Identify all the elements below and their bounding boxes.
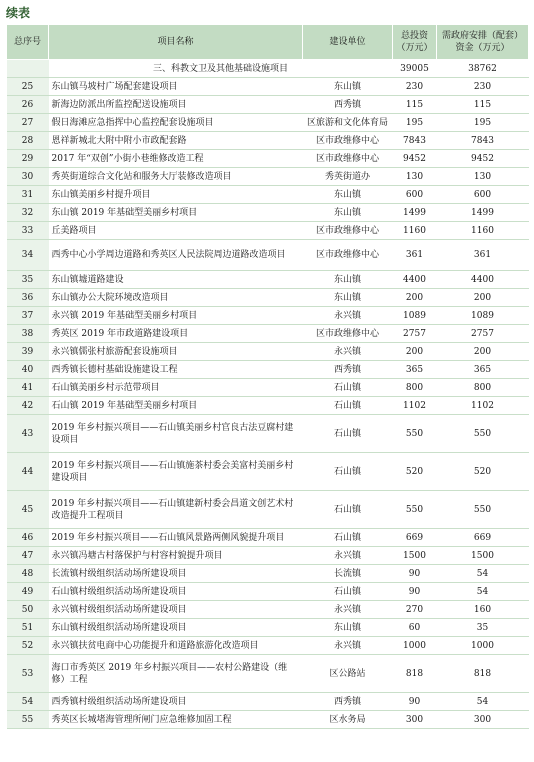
- row-name: 海口市秀英区 2019 年乡村振兴项目——农村公路建设（维修）工程: [49, 655, 303, 693]
- header-row: [7, 25, 529, 60]
- row-seq: 39: [7, 343, 49, 361]
- row-name: 西秀中心小学周边道路和秀英区人民法院周边道路改造项目: [49, 240, 303, 271]
- table-row: [7, 637, 529, 655]
- section-seq-cell: [7, 60, 49, 78]
- row-invest: 200: [393, 289, 437, 307]
- row-name: 东山镇办公大院环境改造项目: [49, 289, 303, 307]
- row-name: 东山镇墟道路建设: [49, 271, 303, 289]
- row-name: 石山镇美丽乡村示范带项目: [49, 379, 303, 397]
- table-row: [7, 415, 529, 453]
- row-name: 西秀镇长德村基础设施建设工程: [49, 361, 303, 379]
- row-unit: 西秀镇: [303, 693, 393, 711]
- row-gov: 361: [437, 240, 529, 271]
- row-unit: 石山镇: [303, 379, 393, 397]
- row-invest: 818: [393, 655, 437, 693]
- table-row: [7, 361, 529, 379]
- row-invest: 800: [393, 379, 437, 397]
- row-gov: 9452: [437, 150, 529, 168]
- row-name: 东山镇 2019 年基础型美丽乡村项目: [49, 204, 303, 222]
- row-name: 假日海滩应急指挥中心监控配套设施项目: [49, 114, 303, 132]
- row-unit: 石山镇: [303, 491, 393, 529]
- row-invest: 1160: [393, 222, 437, 240]
- table-row: [7, 565, 529, 583]
- row-unit: 永兴镇: [303, 307, 393, 325]
- row-gov: 130: [437, 168, 529, 186]
- row-unit: 东山镇: [303, 289, 393, 307]
- row-seq: 26: [7, 96, 49, 114]
- table-row: [7, 343, 529, 361]
- row-gov: 4400: [437, 271, 529, 289]
- section-label: 三、科教文卫及其他基础设施项目: [49, 60, 393, 78]
- row-unit: 石山镇: [303, 397, 393, 415]
- row-seq: 44: [7, 453, 49, 491]
- table-row: [7, 693, 529, 711]
- row-name: 丘美路项目: [49, 222, 303, 240]
- row-name: 新海边防派出所监控配送设施项目: [49, 96, 303, 114]
- row-invest: 4400: [393, 271, 437, 289]
- row-gov: 600: [437, 186, 529, 204]
- row-invest: 1089: [393, 307, 437, 325]
- row-invest: 1102: [393, 397, 437, 415]
- row-seq: 33: [7, 222, 49, 240]
- row-name: 秀英区 2019 年市政道路建设项目: [49, 325, 303, 343]
- table-row: [7, 529, 529, 547]
- row-name: 东山镇美丽乡村提升项目: [49, 186, 303, 204]
- row-seq: 52: [7, 637, 49, 655]
- row-unit: 区水务局: [303, 711, 393, 729]
- row-name: 永兴镇儒张村旅游配套设施项目: [49, 343, 303, 361]
- row-unit: 东山镇: [303, 204, 393, 222]
- row-invest: 7843: [393, 132, 437, 150]
- table-row: [7, 96, 529, 114]
- row-gov: 54: [437, 583, 529, 601]
- row-invest: 90: [393, 693, 437, 711]
- table-row: [7, 655, 529, 693]
- table-row: [7, 78, 529, 96]
- row-seq: 40: [7, 361, 49, 379]
- table-body: [7, 60, 529, 729]
- table-row: [7, 619, 529, 637]
- header-unit: 建设单位: [303, 25, 393, 60]
- row-gov: 550: [437, 415, 529, 453]
- row-seq: 28: [7, 132, 49, 150]
- row-name: 2019 年乡村振兴项目——石山镇建新村委会昌道文创艺术村改造提升工程项目: [49, 491, 303, 529]
- row-gov: 115: [437, 96, 529, 114]
- row-gov: 1102: [437, 397, 529, 415]
- section-gov: 38762: [437, 60, 529, 78]
- row-unit: 区旅游和文化体育局: [303, 114, 393, 132]
- row-unit: 区市政维修中心: [303, 240, 393, 271]
- header-seq: 总序号: [7, 25, 49, 60]
- table-row: [7, 453, 529, 491]
- row-gov: 1500: [437, 547, 529, 565]
- row-name: 东山镇马坡村广场配套建设项目: [49, 78, 303, 96]
- row-name: 永兴镇村级组织活动场所建设项目: [49, 601, 303, 619]
- table-caption: 续表: [6, 6, 31, 20]
- row-unit: 石山镇: [303, 583, 393, 601]
- row-invest: 200: [393, 343, 437, 361]
- row-invest: 195: [393, 114, 437, 132]
- row-gov: 54: [437, 693, 529, 711]
- table-row: [7, 150, 529, 168]
- row-invest: 60: [393, 619, 437, 637]
- row-unit: 西秀镇: [303, 361, 393, 379]
- table-row: [7, 132, 529, 150]
- row-gov: 200: [437, 289, 529, 307]
- header-invest: 总投资（万元）: [393, 25, 437, 60]
- row-unit: 石山镇: [303, 453, 393, 491]
- row-seq: 53: [7, 655, 49, 693]
- row-gov: 1160: [437, 222, 529, 240]
- row-unit: 秀英街道办: [303, 168, 393, 186]
- row-gov: 300: [437, 711, 529, 729]
- row-seq: 42: [7, 397, 49, 415]
- table-row: [7, 240, 529, 271]
- row-invest: 9452: [393, 150, 437, 168]
- row-seq: 27: [7, 114, 49, 132]
- row-seq: 45: [7, 491, 49, 529]
- row-name: 西秀镇村级组织活动场所建设项目: [49, 693, 303, 711]
- row-name: 石山镇 2019 年基础型美丽乡村项目: [49, 397, 303, 415]
- section-row: [7, 60, 529, 78]
- row-seq: 55: [7, 711, 49, 729]
- row-seq: 34: [7, 240, 49, 271]
- row-invest: 230: [393, 78, 437, 96]
- row-unit: 区公路站: [303, 655, 393, 693]
- row-invest: 1499: [393, 204, 437, 222]
- row-invest: 130: [393, 168, 437, 186]
- row-seq: 41: [7, 379, 49, 397]
- row-invest: 550: [393, 415, 437, 453]
- row-seq: 43: [7, 415, 49, 453]
- row-seq: 48: [7, 565, 49, 583]
- row-unit: 东山镇: [303, 619, 393, 637]
- row-gov: 800: [437, 379, 529, 397]
- row-unit: 永兴镇: [303, 601, 393, 619]
- row-gov: 230: [437, 78, 529, 96]
- row-name: 永兴镇冯塘古村落保护与村容村貌提升项目: [49, 547, 303, 565]
- table-row: [7, 204, 529, 222]
- row-unit: 东山镇: [303, 186, 393, 204]
- row-gov: 1000: [437, 637, 529, 655]
- row-invest: 520: [393, 453, 437, 491]
- row-unit: 永兴镇: [303, 637, 393, 655]
- table-row: [7, 397, 529, 415]
- table-row: [7, 601, 529, 619]
- table-row: [7, 379, 529, 397]
- row-name: 2019 年乡村振兴项目——石山镇风景路两侧风貌提升项目: [49, 529, 303, 547]
- table-row: [7, 114, 529, 132]
- row-invest: 1000: [393, 637, 437, 655]
- row-unit: 永兴镇: [303, 343, 393, 361]
- row-invest: 361: [393, 240, 437, 271]
- row-invest: 600: [393, 186, 437, 204]
- header-gov: 需政府安排（配套）资金（万元）: [437, 25, 529, 60]
- row-name: 2019 年乡村振兴项目——石山镇美丽乡村官良古法豆腐村建设项目: [49, 415, 303, 453]
- row-unit: 区市政维修中心: [303, 222, 393, 240]
- row-unit: 区市政维修中心: [303, 150, 393, 168]
- row-seq: 51: [7, 619, 49, 637]
- row-name: 石山镇村级组织活动场所建设项目: [49, 583, 303, 601]
- row-unit: 东山镇: [303, 78, 393, 96]
- row-unit: 长流镇: [303, 565, 393, 583]
- row-name: 秀英街道综合文化站和服务大厅装修改造项目: [49, 168, 303, 186]
- row-seq: 49: [7, 583, 49, 601]
- row-gov: 54: [437, 565, 529, 583]
- row-gov: 160: [437, 601, 529, 619]
- table-row: [7, 168, 529, 186]
- row-seq: 32: [7, 204, 49, 222]
- row-name: 永兴镇 2019 年基础型美丽乡村项目: [49, 307, 303, 325]
- row-name: 恩祥新城北大附中附小市政配套路: [49, 132, 303, 150]
- row-gov: 669: [437, 529, 529, 547]
- row-gov: 200: [437, 343, 529, 361]
- row-unit: 西秀镇: [303, 96, 393, 114]
- row-gov: 2757: [437, 325, 529, 343]
- row-gov: 365: [437, 361, 529, 379]
- row-invest: 90: [393, 583, 437, 601]
- table-row: [7, 307, 529, 325]
- row-unit: 石山镇: [303, 529, 393, 547]
- row-invest: 1500: [393, 547, 437, 565]
- row-seq: 25: [7, 78, 49, 96]
- row-name: 长流镇村级组织活动场所建设项目: [49, 565, 303, 583]
- row-gov: 1089: [437, 307, 529, 325]
- row-invest: 669: [393, 529, 437, 547]
- row-seq: 54: [7, 693, 49, 711]
- row-seq: 30: [7, 168, 49, 186]
- row-gov: 1499: [437, 204, 529, 222]
- table-row: [7, 271, 529, 289]
- row-unit: 永兴镇: [303, 547, 393, 565]
- row-seq: 47: [7, 547, 49, 565]
- row-seq: 46: [7, 529, 49, 547]
- row-seq: 36: [7, 289, 49, 307]
- row-gov: 35: [437, 619, 529, 637]
- row-seq: 35: [7, 271, 49, 289]
- table-row: [7, 711, 529, 729]
- row-unit: 区市政维修中心: [303, 325, 393, 343]
- header-name: 项目名称: [49, 25, 303, 60]
- row-seq: 50: [7, 601, 49, 619]
- row-invest: 90: [393, 565, 437, 583]
- row-name: 东山镇村级组织活动场所建设项目: [49, 619, 303, 637]
- row-gov: 520: [437, 453, 529, 491]
- table-row: [7, 547, 529, 565]
- row-invest: 300: [393, 711, 437, 729]
- row-unit: 东山镇: [303, 271, 393, 289]
- row-gov: 818: [437, 655, 529, 693]
- row-invest: 2757: [393, 325, 437, 343]
- row-gov: 7843: [437, 132, 529, 150]
- row-name: 2019 年乡村振兴项目——石山镇施茶村委会美富村美丽乡村建设项目: [49, 453, 303, 491]
- table-row: [7, 186, 529, 204]
- table-row: [7, 289, 529, 307]
- row-name: 秀英区长城堵海管理所闸门应急维修加固工程: [49, 711, 303, 729]
- table-row: [7, 583, 529, 601]
- row-invest: 550: [393, 491, 437, 529]
- table-row: [7, 325, 529, 343]
- row-seq: 29: [7, 150, 49, 168]
- row-gov: 195: [437, 114, 529, 132]
- row-seq: 31: [7, 186, 49, 204]
- row-unit: 石山镇: [303, 415, 393, 453]
- row-invest: 270: [393, 601, 437, 619]
- row-invest: 365: [393, 361, 437, 379]
- row-unit: 区市政维修中心: [303, 132, 393, 150]
- row-gov: 550: [437, 491, 529, 529]
- table-row: [7, 491, 529, 529]
- table-row: [7, 222, 529, 240]
- row-seq: 37: [7, 307, 49, 325]
- row-invest: 115: [393, 96, 437, 114]
- row-seq: 38: [7, 325, 49, 343]
- row-name: 2017 年“双创”小街小巷维修改造工程: [49, 150, 303, 168]
- section-invest: 39005: [393, 60, 437, 78]
- row-name: 永兴镇扶贫电商中心功能提升和道路旅游化改造项目: [49, 637, 303, 655]
- project-table: [6, 24, 529, 729]
